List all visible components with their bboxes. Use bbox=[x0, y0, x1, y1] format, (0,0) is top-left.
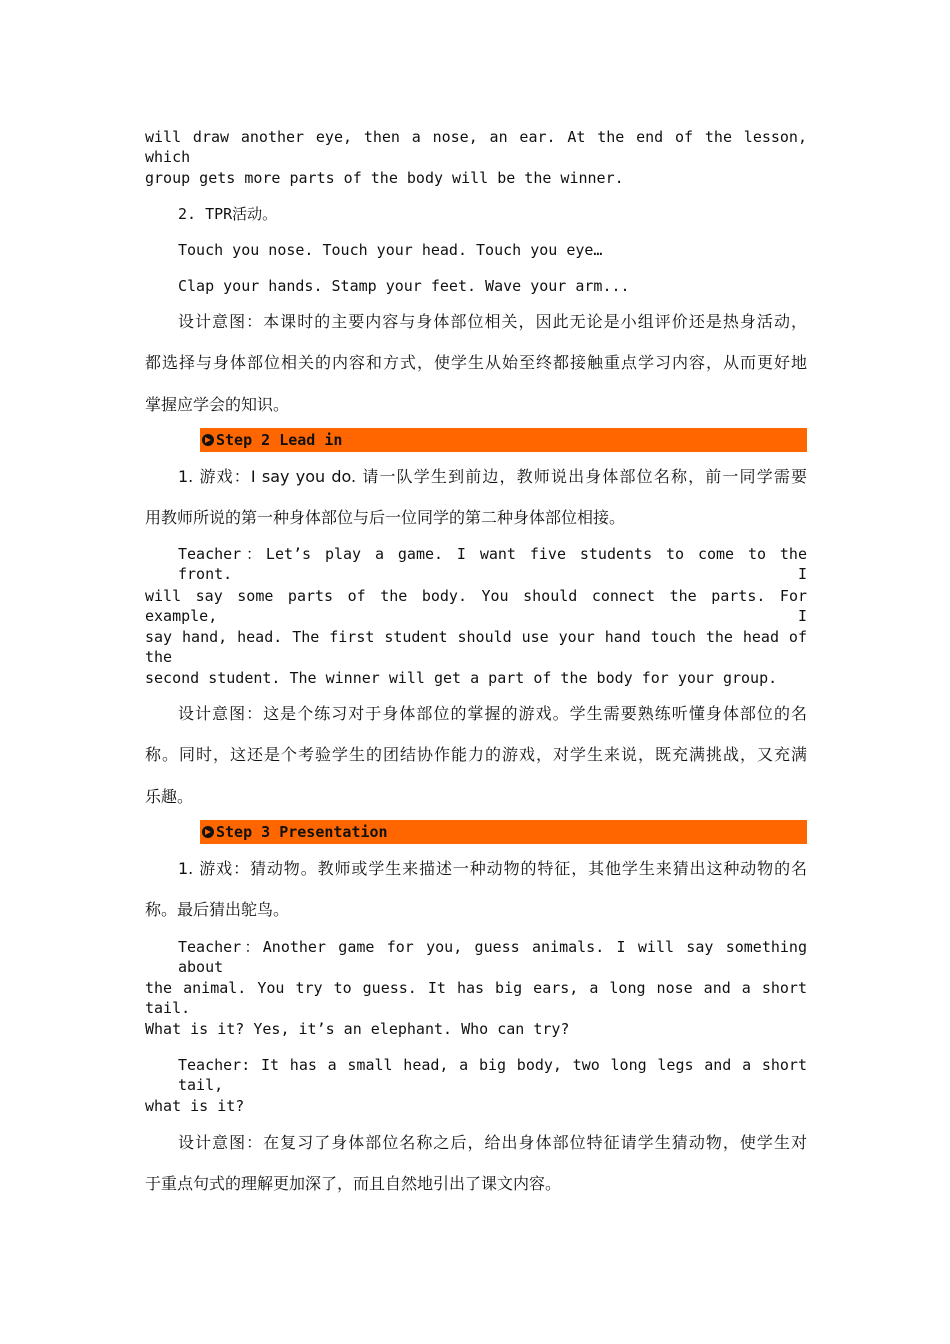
design-intent-line: 设计意图：这是个练习对于身体部位的掌握的游戏。学生需要熟练听懂身体部位的名 bbox=[178, 704, 807, 723]
circle-arrow-icon bbox=[202, 434, 214, 446]
paragraph-line: Touch you nose. Touch your head. Touch you eye… bbox=[178, 241, 603, 259]
circle-arrow-icon bbox=[202, 826, 214, 838]
list-item-tpr: 2. TPR活动。 bbox=[178, 205, 278, 223]
teacher-line: what is it? bbox=[145, 1097, 245, 1115]
design-intent-line: 设计意图：在复习了身体部位名称之后，给出身体部位特征请学生猜动物，使学生对 bbox=[178, 1133, 807, 1152]
teacher-line: will say some parts of the body. You should connect the parts. For example, I bbox=[145, 587, 807, 625]
teacher-line: second student. The winner will get a part of the body for your group. bbox=[145, 669, 778, 687]
teacher-line: Teacher：Let’s play a game. I want five students to come to the front. I bbox=[178, 545, 807, 583]
teacher-line: Teacher: It has a small head, a big body, two long legs and a short tail, bbox=[178, 1056, 807, 1094]
paragraph-line: 1. 游戏：I say you do. 请一队学生到前边，教师说出身体部位名称，前一同学需要 bbox=[178, 467, 807, 486]
step3-heading bbox=[200, 820, 807, 844]
teacher-line: Teacher：Another game for you, guess animals. I will say something about bbox=[178, 938, 807, 976]
teacher-line: the animal. You try to guess. It has big ears, a long nose and a short tail. bbox=[145, 979, 807, 1017]
paragraph-line: will draw another eye, then a nose, an ear. At the end of the lesson, which bbox=[145, 128, 807, 166]
paragraph-line: 用教师所说的第一种身体部位与后一位同学的第二种身体部位相接。 bbox=[145, 508, 626, 527]
design-intent-line: 乐趣。 bbox=[145, 787, 194, 806]
design-intent-line: 都选择与身体部位相关的内容和方式，使学生从始至终都接触重点学习内容，从而更好地 bbox=[145, 353, 807, 372]
step2-heading-text: Step 2 Lead in bbox=[216, 431, 343, 449]
paragraph-line: group gets more parts of the body will be the winner. bbox=[145, 169, 624, 187]
teacher-line: say hand, head. The first student should use your hand touch the head of the bbox=[145, 628, 807, 666]
design-intent-line: 称。同时，这还是个考验学生的团结协作能力的游戏，对学生来说，既充满挑战，又充满 bbox=[145, 745, 807, 764]
design-intent-line: 掌握应学会的知识。 bbox=[145, 395, 290, 414]
paragraph-line: 称。最后猜出鸵鸟。 bbox=[145, 900, 290, 919]
design-intent-line: 设计意图：本课时的主要内容与身体部位相关，因此无论是小组评价还是热身活动， bbox=[178, 312, 807, 331]
paragraph-line: Clap your hands. Stamp your feet. Wave your arm... bbox=[178, 277, 630, 295]
teacher-line: What is it? Yes, it’s an elephant. Who can try? bbox=[145, 1020, 570, 1038]
paragraph-line: 1. 游戏：猜动物。教师或学生来描述一种动物的特征，其他学生来猜出这种动物的名 bbox=[178, 859, 807, 878]
step3-heading-text: Step 3 Presentation bbox=[216, 823, 388, 841]
design-intent-line: 于重点句式的理解更加深了，而且自然地引出了课文内容。 bbox=[145, 1174, 562, 1193]
step2-heading bbox=[200, 428, 807, 452]
